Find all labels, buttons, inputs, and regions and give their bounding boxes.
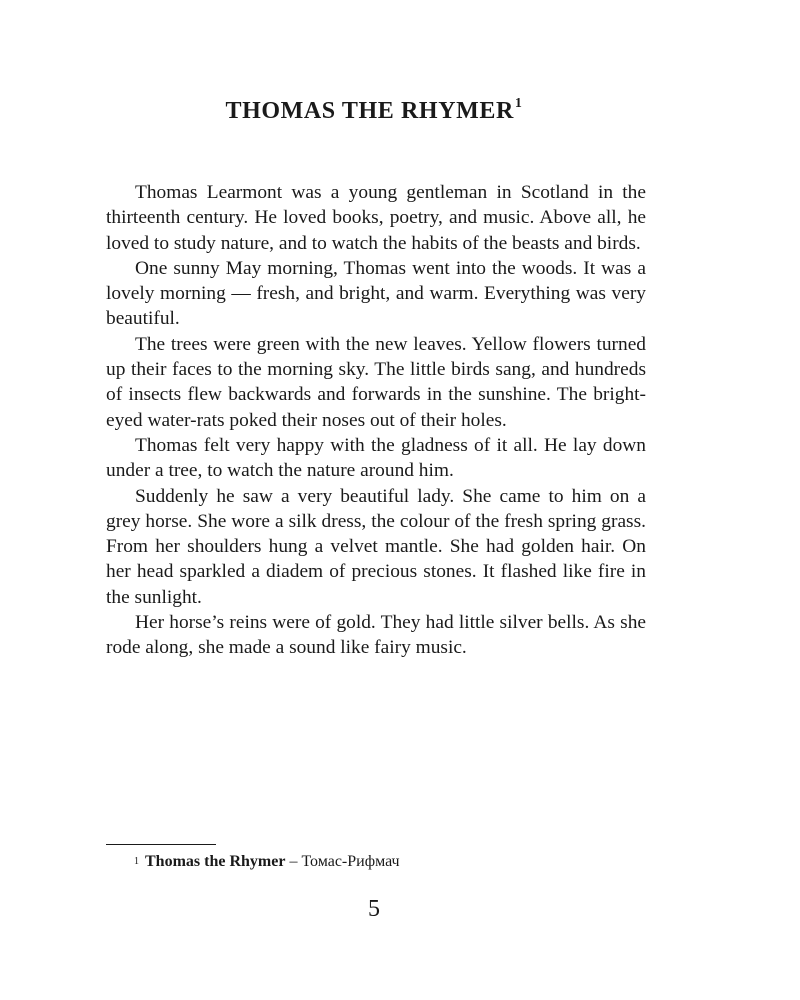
- chapter-title: [0, 98, 748, 125]
- paragraph: Suddenly he saw a very beautiful lady. She came to him on a grey horse. She wore a silk dress, the colour of the fresh spring grass. From her shoulders hung a velvet mantle. She had golden hair. On her head sparkled a diadem of precious stones. It flashed like fire in the sunlight.: [106, 485, 646, 608]
- footnote-translation: Томас-Рифмач: [301, 853, 400, 870]
- paragraph: One sunny May morning, Thomas went into the woods. It was a lovely morning — fresh, and bright, and warm. Everything was very beautiful.: [106, 257, 646, 330]
- paragraph: Thomas Learmont was a young gentleman in Scotland in the thirteenth century. He loved books, poetry, and music. Above all, he loved to study nature, and to watch the habits of the beasts and birds.: [106, 182, 646, 254]
- footnote-separator: –: [285, 853, 302, 870]
- footnote-divider: [106, 844, 216, 845]
- paragraph: Her horse’s reins were of gold. They had little silver bells. As she rode along, she made a sound like fairy music.: [106, 612, 646, 659]
- chapter-body: [106, 180, 646, 661]
- page-number: 5: [368, 896, 380, 922]
- chapter-title-text: THOMAS THE RHYMER: [225, 98, 514, 124]
- footnote-term: Thomas the Rhymer: [145, 853, 286, 870]
- paragraph: The trees were green with the new leaves. Yellow flowers turned up their faces to the morning sky. The little birds sang, and hundreds of insects flew backwards and forwards in the sunshine. The bright-eyed water-rats poked their noses out of their holes.: [106, 333, 646, 431]
- paragraph: Thomas felt very happy with the gladness of it all. He lay down under a tree, to watch the nature around him.: [106, 434, 646, 482]
- title-footnote-marker: 1: [514, 96, 523, 111]
- footnote-marker: 1: [134, 856, 139, 867]
- footnote: [134, 852, 400, 872]
